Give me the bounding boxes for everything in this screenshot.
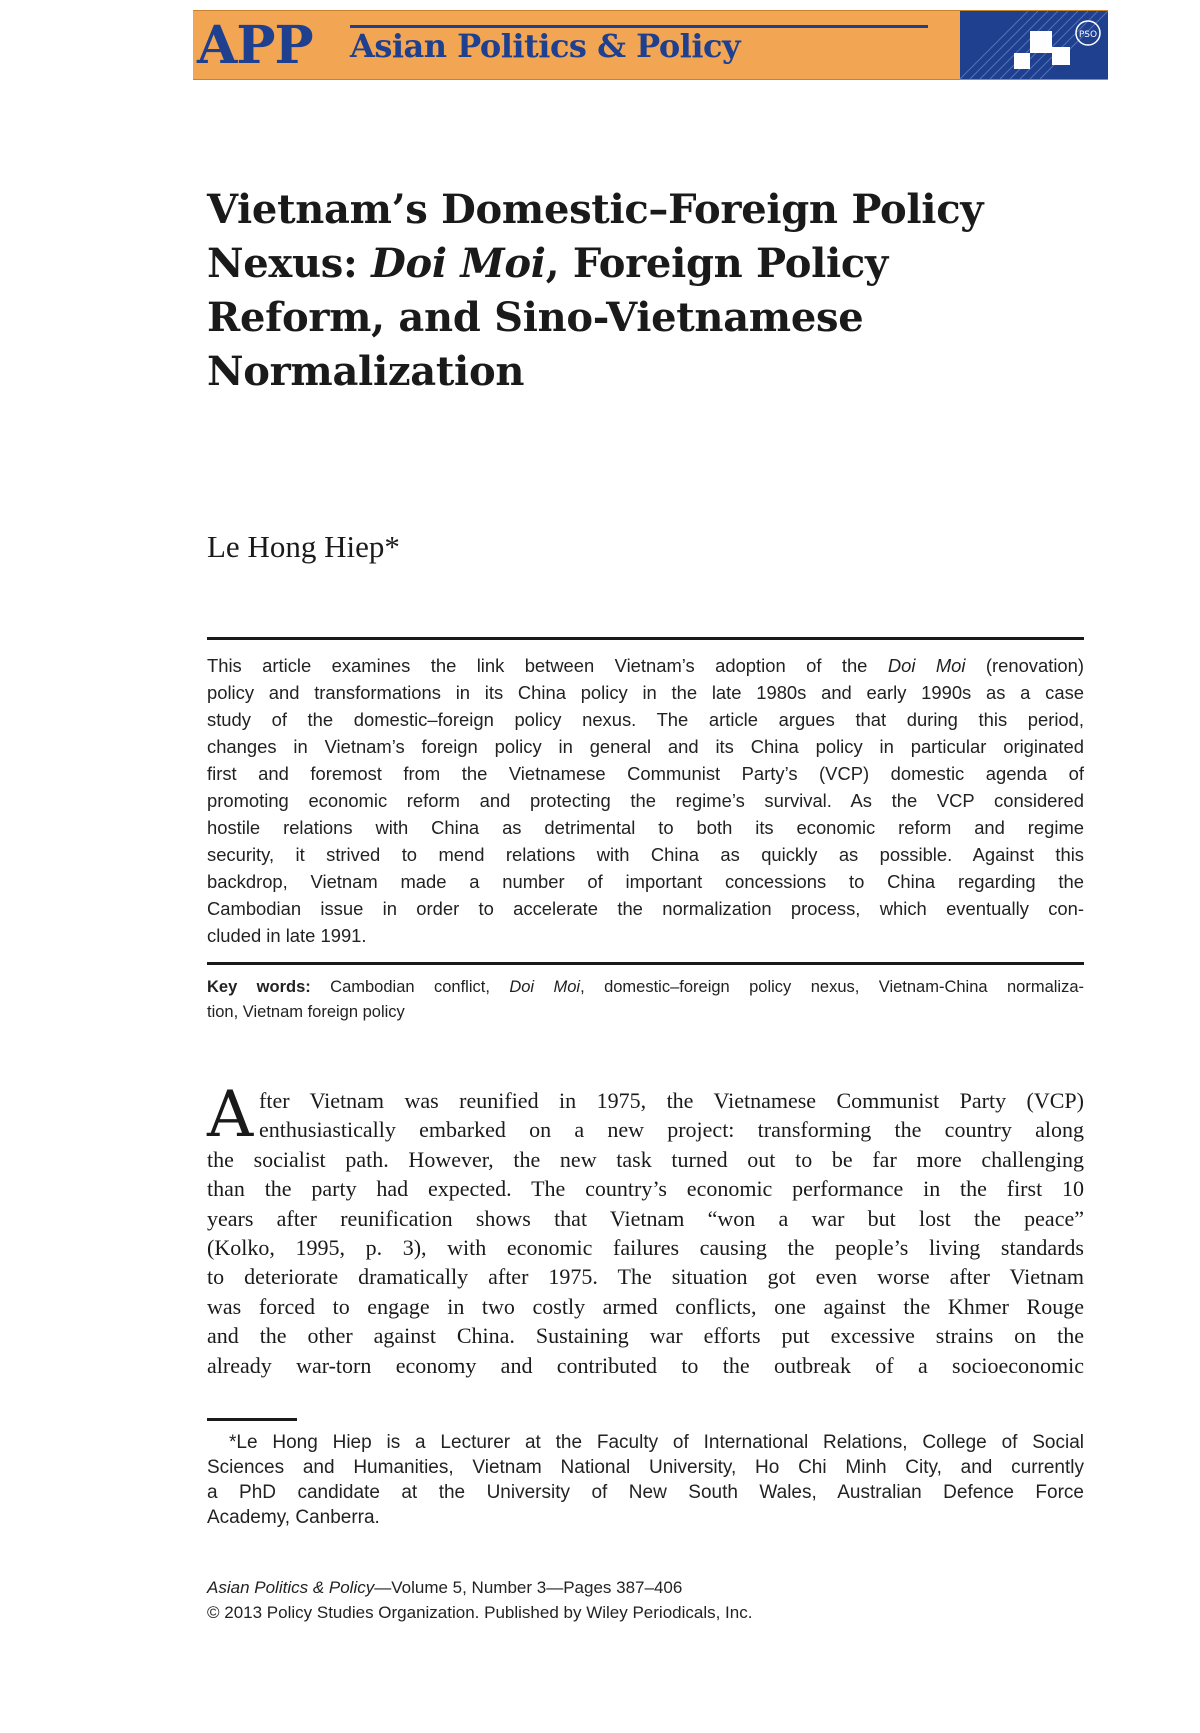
citation-line: [207, 1575, 1084, 1600]
abstract-segment: (renovation): [965, 655, 1084, 676]
keywords: [207, 975, 1084, 1025]
journal-name: Asian Politics & Policy: [350, 27, 741, 65]
body-line: was forced to engage in two costly armed conflicts, one against the Khmer Rouge: [207, 1293, 1084, 1319]
abstract-segment: This article examines the link between Vietnam’s adoption of the: [207, 655, 888, 676]
article-title: [207, 183, 1067, 399]
body-line: the socialist path. However, the new task turned out to be far more challenging: [207, 1146, 1084, 1172]
keywords-line: tion, Vietnam foreign policy: [207, 1003, 405, 1021]
pso-logo-icon: [960, 11, 1108, 79]
keywords-segment: Cambodian conflict,: [310, 978, 510, 996]
body-line: than the party had expected. The country’s economic performance in the first 10: [207, 1176, 1084, 1202]
keywords-label: Key words:: [207, 978, 311, 996]
body-line: to deteriorate dramatically after 1975. The situation got even worse after Vietnam: [207, 1264, 1084, 1290]
title-line: Vietnam’s Domestic–Foreign Policy: [207, 186, 984, 233]
abstract-line: hostile relations with China as detrimental to both its economic reform and regime: [207, 817, 1084, 838]
title-italic-segment: Doi Moi: [371, 240, 546, 287]
abstract-line: security, it strived to mend relations with China as quickly as possible. Against this: [207, 844, 1084, 865]
keywords-line: [207, 975, 1084, 1000]
abstract: [207, 652, 1084, 949]
copyright-line: © 2013 Policy Studies Organization. Published by Wiley Periodicals, Inc.: [207, 1603, 753, 1622]
abstract-bottom-rule: [207, 962, 1084, 965]
body-line: already war-torn economy and contributed to the outbreak of a socioeconomic: [207, 1352, 1084, 1378]
abstract-line: changes in Vietnam’s foreign policy in general and its China policy in particular originated: [207, 736, 1084, 757]
abstract-line: first and foremost from the Vietnamese Communist Party’s (VCP) domestic agenda of: [207, 763, 1084, 784]
title-line: Normalization: [207, 348, 525, 395]
title-line: Reform, and Sino-Vietnamese: [207, 294, 864, 341]
body-paragraph: [207, 1086, 1084, 1380]
body-line: and the other against China. Sustaining war efforts put excessive strains on the: [207, 1323, 1084, 1349]
footnote-line: *Le Hong Hiep is a Lecturer at the Faculty of International Relations, College of Social: [229, 1432, 1084, 1453]
footnote-line: Sciences and Humanities, Vietnam National University, Ho Chi Minh City, and currently: [207, 1457, 1084, 1478]
abstract-line: backdrop, Vietnam made a number of important concessions to China regarding the: [207, 871, 1084, 892]
abstract-line: [207, 652, 1084, 679]
journal-abbreviation: APP: [197, 15, 313, 76]
abstract-line: promoting economic reform and protecting the regime’s survival. As the VCP considered: [207, 790, 1084, 811]
title-segment: Nexus:: [207, 240, 372, 287]
keywords-segment: , domestic–foreign policy nexus, Vietnam-China normaliza-: [580, 978, 1085, 996]
citation: [207, 1575, 1084, 1625]
abstract-line: study of the domestic–foreign policy nexus. The article argues that during this period,: [207, 709, 1084, 730]
body-line: years after reunification shows that Vietnam “won a war but lost the peace”: [207, 1205, 1084, 1231]
abstract-line: Cambodian issue in order to accelerate the normalization process, which eventually con-: [207, 898, 1084, 919]
body-line: (Kolko, 1995, p. 3), with economic failures causing the people’s living standards: [207, 1235, 1084, 1261]
citation-details: —Volume 5, Number 3—Pages 387–406: [374, 1578, 683, 1597]
title-segment: , Foreign Policy: [545, 240, 888, 287]
citation-journal: Asian Politics & Policy: [207, 1578, 375, 1597]
abstract-line: cluded in late 1991.: [207, 925, 367, 946]
body-line: fter Vietnam was reunified in 1975, the Vietnamese Communist Party (VCP): [259, 1088, 1084, 1113]
footnote: [207, 1430, 1084, 1530]
abstract-line: policy and transformations in its China policy in the late 1980s and early 1990s as a case: [207, 682, 1084, 703]
footnote-line: Academy, Canberra.: [207, 1507, 380, 1528]
logo-text: PSO: [1078, 30, 1098, 40]
abstract-italic-segment: Doi Moi: [887, 655, 966, 676]
journal-banner: [193, 10, 1108, 80]
abstract-top-rule: [207, 637, 1084, 640]
title-line: [207, 237, 1067, 291]
drop-cap: A: [207, 1078, 254, 1152]
footnote-line: a PhD candidate at the University of New South Wales, Australian Defence Force: [207, 1482, 1084, 1503]
footnote-rule: [207, 1418, 297, 1421]
author-name: Le Hong Hiep*: [207, 529, 400, 564]
body-line: enthusiastically embarked on a new project: transforming the country along: [259, 1117, 1084, 1143]
keywords-italic-segment: Doi Moi: [509, 978, 581, 996]
